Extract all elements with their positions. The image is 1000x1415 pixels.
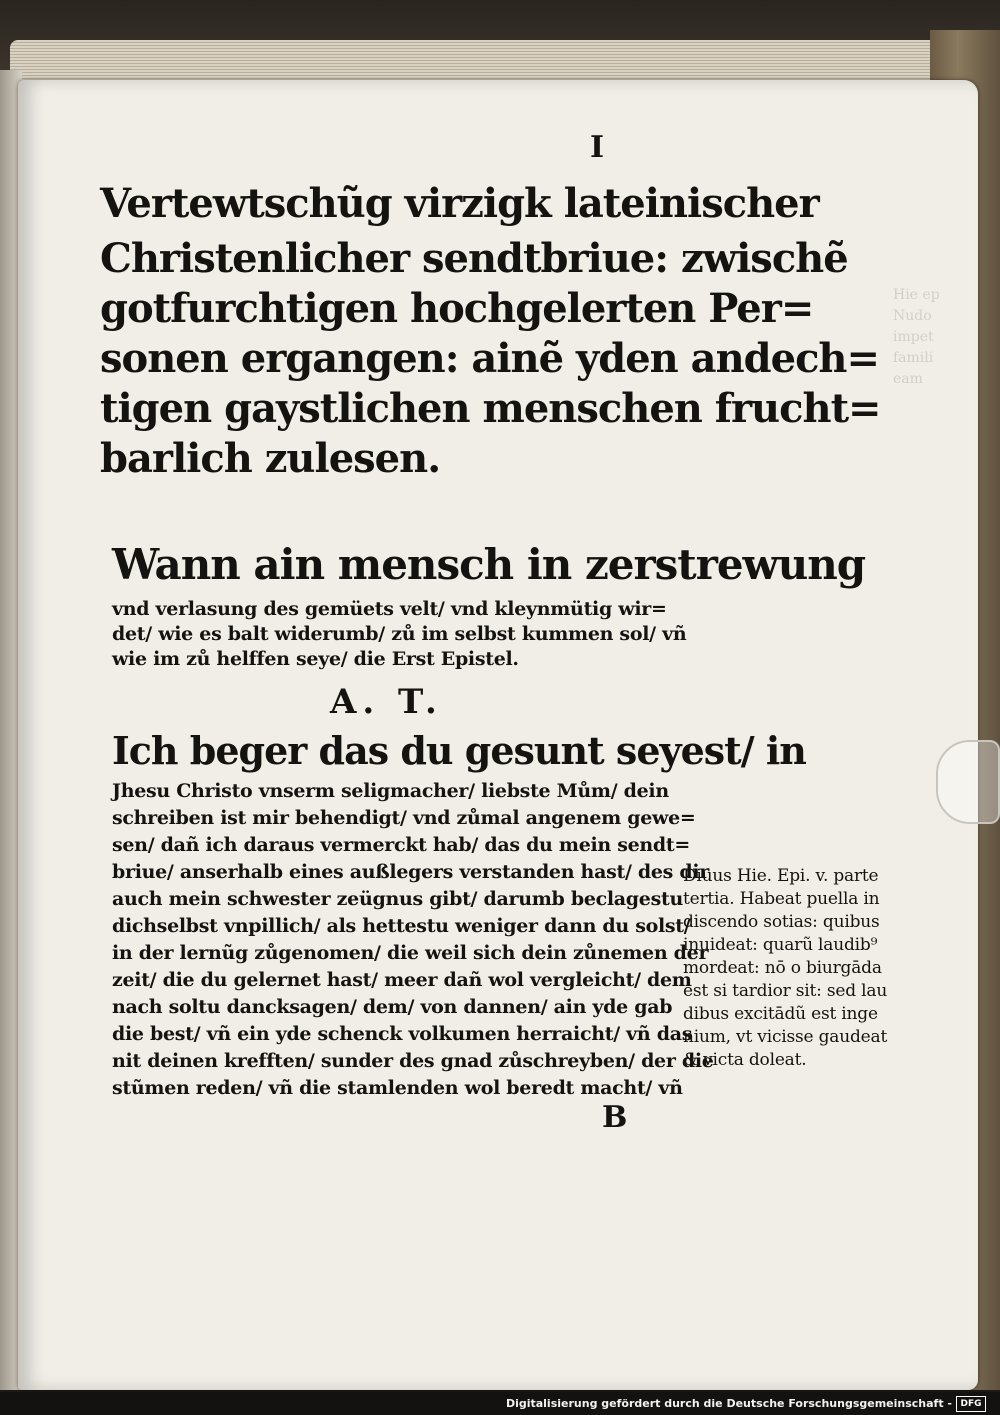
dfg-logo: DFG (956, 1396, 986, 1412)
footer-bar (0, 1392, 1000, 1415)
title-line: gotfurchtigen hochgelerten Per= (100, 285, 814, 332)
body-line: nach soltu dancksagen/ dem/ von dannen/ ain yde gab (112, 996, 673, 1018)
body-line: sen/ dañ ich daraus vermerckt hab/ das du mein sendt= (112, 834, 691, 856)
body-line: briue/ anserhalb eines außlegers verstanden hast/ des dir (112, 861, 710, 883)
funding-notice: Digitalisierung gefördert durch die Deutsche Forschungsgemeinschaft - (505, 1397, 952, 1410)
epistle-heading: Wann ain mensch in zerstrewung (112, 540, 866, 589)
title-line: barlich zulesen. (100, 435, 441, 482)
body-line: stũmen reden/ vñ die stamlenden wol beredt macht/ vñ (112, 1077, 683, 1099)
title-line: Vertewtschũg virzigk lateinischer (100, 180, 819, 227)
note-line: inuideat: quarũ laudib⁹ (683, 935, 878, 955)
initials: A. T. (330, 682, 443, 722)
note-line: discendo sotias: quibus (683, 912, 880, 932)
note-line: mordeat: nō o biurgāda (683, 958, 882, 978)
title-line: sonen ergangen: ainẽ yden andech= (100, 335, 880, 382)
catchword: B (602, 1100, 628, 1135)
intro-line: vnd verlasung des gemüets velt/ vnd kleynmütig wir= (112, 598, 667, 620)
body-line: die best/ vñ ein yde schenck volkumen herraicht/ vñ das (112, 1023, 693, 1045)
note-line: Diuus Hie. Epi. v. parte (683, 866, 879, 886)
note-line: & victa doleat. (683, 1050, 807, 1070)
page-clip (936, 740, 1000, 824)
body-line: in der lernũg zůgenomen/ die weil sich dein zůnemen der (112, 942, 709, 964)
body-line: auch mein schwester zeügnus gibt/ darumb beclagestu (112, 888, 683, 910)
body-line: Jhesu Christo vnserm seligmacher/ liebste Mům/ dein (112, 780, 669, 802)
bleed-through-text: Hie ep Nudo impet famili eam (893, 287, 940, 387)
note-line: tertia. Habeat puella in (683, 889, 880, 909)
body-line: dichselbst vnpillich/ als hettestu weniger dann du solst/ (112, 915, 691, 937)
intro-line: det/ wie es balt widerumb/ zů im selbst kummen sol/ vñ (112, 623, 687, 645)
page-number: I (590, 130, 605, 165)
body-line: schreiben ist mir behendigt/ vnd zůmal angenem gewe= (112, 807, 696, 829)
body-line: zeit/ die du gelernet hast/ meer dañ wol vergleicht/ dem (112, 969, 692, 991)
note-line: dibus excitādũ est inge (683, 1004, 878, 1024)
body-line: nit deinen krefften/ sunder des gnad zůschreyben/ der die (112, 1050, 714, 1072)
body-first-line: Ich beger das du gesunt seyest/ in (112, 728, 806, 773)
title-line: tigen gaystlichen menschen frucht= (100, 385, 881, 432)
note-line: nium, vt vicisse gaudeat (683, 1027, 888, 1047)
intro-line: wie im zů helffen seye/ die Erst Epistel. (112, 648, 519, 670)
title-line: Christenlicher sendtbriue: zwischẽ (100, 235, 848, 282)
note-line: est si tardior sit: sed lau (683, 981, 888, 1001)
